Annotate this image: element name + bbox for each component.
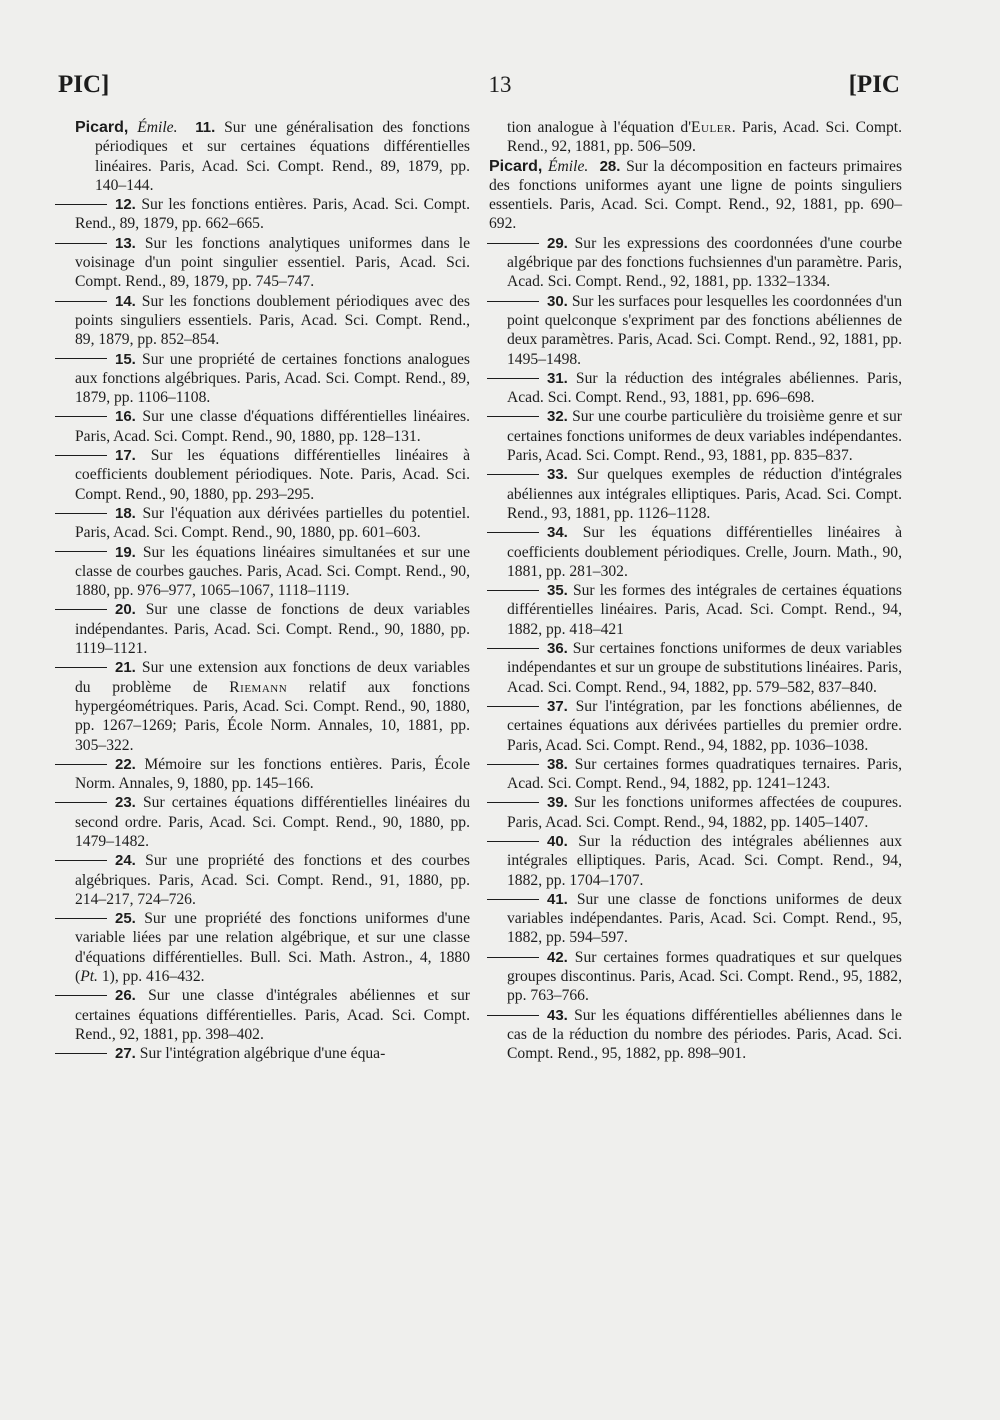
- entry-number: 29.: [547, 234, 568, 252]
- entry-text: tion analogue à l'équation d': [507, 119, 692, 136]
- bibliography-entry: [507, 523, 902, 581]
- ditto-rule: [55, 860, 107, 861]
- entry-number: 17.: [115, 447, 136, 465]
- ditto-rule: [487, 706, 539, 707]
- bibliography-entry: [507, 292, 902, 369]
- entry-number: 23.: [115, 794, 136, 812]
- bibliography-entry: [75, 234, 470, 292]
- bibliography-entry: [507, 369, 902, 408]
- entry-text: Sur une classe d'intégrales abéliennes et sur certaines équations différentielles. Paris, Acad. Sci. Compt. Rend., 92, 1881, pp. 398–402.: [75, 987, 470, 1043]
- bibliography-entry: [507, 948, 902, 1006]
- entry-text: Sur les fonctions doublement périodiques avec des points singuliers essentiels. Paris, Acad. Sci. Compt. Rend., 89, 1879, pp. 852–854.: [75, 292, 470, 349]
- entry-number: 38.: [547, 755, 568, 773]
- ditto-rule: [487, 1015, 539, 1016]
- ditto-rule: [487, 590, 539, 591]
- ditto-rule: [487, 841, 539, 842]
- author-surname: Picard,: [489, 157, 543, 175]
- ditto-rule: [487, 899, 539, 900]
- ditto-rule: [55, 416, 107, 417]
- entry-text: Sur une classe de fonctions de deux variables indépendantes. Paris, Acad. Sci. Compt. Rend., 90, 1880, pp. 1119–1121.: [75, 601, 470, 658]
- ditto-rule: [487, 416, 539, 417]
- ditto-rule: [55, 551, 107, 552]
- entry-text: Sur une propriété des fonctions uniformes d'une variable liées par une relation algébrique, et sur une classe d'équations différentielles. Bull. Sci. Math. Astron., 4, 1880 (: [75, 910, 470, 986]
- entry-number: 32.: [547, 408, 568, 426]
- entry-number: 26.: [115, 987, 136, 1005]
- left-column: [75, 118, 470, 1064]
- ditto-rule: [487, 474, 539, 475]
- entry-number: 33.: [547, 466, 568, 484]
- bibliography-entry: [75, 986, 470, 1044]
- bibliography-entry: [75, 446, 470, 504]
- person-name: Riemann: [229, 678, 288, 696]
- entry-number: 24.: [115, 852, 136, 870]
- entry-number: 37.: [547, 697, 568, 715]
- entry-text: Sur l'intégration, par les fonctions abéliennes, de certaines équations aux dérivées partielles du premier ordre. Paris, Acad. Sci. Compt. Rend., 94, 1882, pp. 1036–1038.: [507, 697, 902, 754]
- entry-text: Sur les équations linéaires simultanées et sur une classe de courbes gauches. Paris, Acad. Sci. Compt. Rend., 90, 1880, pp. 976–977, 1065–1067, 1118–1119.: [75, 543, 470, 600]
- running-head-left: PIC]: [58, 71, 110, 98]
- ditto-rule: [55, 301, 107, 302]
- bibliography-entry: [507, 793, 902, 832]
- entry-text: Sur l'équation aux dérivées partielles du potentiel. Paris, Acad. Sci. Compt. Rend., 90, 1880, pp. 601–603.: [75, 504, 470, 542]
- ditto-rule: [487, 243, 539, 244]
- entry-text: Sur les formes des intégrales de certaines équations différentielles linéaires. Paris, Acad. Sci. Compt. Rend., 94, 1882, pp. 418–421: [507, 582, 902, 638]
- entry-number: 21.: [115, 659, 136, 677]
- bibliography-entry: [75, 504, 470, 543]
- entry-text: Sur les équations différentielles abéliennes dans le cas de la réduction du nombre des périodes. Paris, Acad. Sci. Compt. Rend., 95, 1882, pp. 898–901.: [507, 1006, 903, 1063]
- bibliography-entry: [75, 909, 470, 986]
- entry-text: Sur une généralisation des fonctions périodiques et sur certaines équations différentielles linéaires. Paris, Acad. Sci. Compt. Rend., 89, 1879, pp. 140–144.: [95, 119, 470, 194]
- ditto-rule: [55, 204, 107, 205]
- entry-number: 13.: [115, 234, 136, 252]
- author-surname: Picard,: [75, 119, 129, 136]
- bibliography-entry: [75, 350, 470, 408]
- entry-number: 28.: [599, 157, 621, 175]
- entry-number: 43.: [547, 1006, 568, 1024]
- entry-text: Sur certaines fonctions uniformes de deux variables indépendantes et sur un groupe de substitutions linéaires. Paris, Acad. Sci. Compt. Rend., 94, 1882, pp. 579–582, 837–840.: [507, 640, 902, 696]
- ditto-rule: [55, 802, 107, 803]
- bibliography-entry: [489, 157, 902, 234]
- entry-text: Sur une classe de fonctions uniformes de deux variables indépendantes. Paris, Acad. Sci. Compt. Rend., 95, 1882, pp. 594–597.: [507, 890, 902, 947]
- entry-number: 34.: [547, 524, 568, 542]
- ditto-rule: [55, 358, 107, 359]
- entry-text: 1), pp. 416–432.: [97, 968, 205, 986]
- entry-text: Sur l'intégration algébrique d'une équa-: [139, 1045, 386, 1063]
- entry-number: 31.: [547, 369, 568, 387]
- entry-number: 39.: [547, 794, 568, 812]
- entry-text: Sur certaines équations différentielles linéaires du second ordre. Paris, Acad. Sci. Compt. Rend., 90, 1880, pp. 1479–1482.: [75, 794, 471, 850]
- entry-number: 35.: [547, 582, 568, 600]
- bibliography-entry-continued: [507, 118, 902, 157]
- running-head-right: [PIC: [848, 71, 900, 98]
- bibliography-entry: [75, 292, 470, 350]
- ditto-rule: [55, 513, 107, 514]
- ditto-rule: [55, 667, 107, 668]
- ditto-rule: [487, 957, 539, 958]
- entry-number: 22.: [115, 755, 136, 773]
- bibliography-entry: [507, 832, 902, 890]
- ditto-rule: [487, 532, 539, 533]
- author-firstname: Émile.: [548, 157, 589, 175]
- entry-text: Sur quelques exemples de réduction d'intégrales abéliennes aux intégrales elliptiques. Paris, Acad. Sci. Compt. Rend., 93, 1881, pp. 1126–1128.: [507, 466, 902, 522]
- entry-number: 30.: [547, 292, 568, 310]
- entry-number: 18.: [115, 504, 136, 522]
- ditto-rule: [55, 995, 107, 996]
- ditto-rule: [55, 918, 107, 919]
- ditto-rule: [487, 378, 539, 379]
- entry-text: Sur une courbe particulière du troisième genre et sur certaines fonctions uniformes de deux variables indépendantes. Paris, Acad. Sci. Compt. Rend., 93, 1881, pp. 835–837.: [507, 408, 902, 465]
- bibliography-entry: [75, 195, 470, 234]
- ditto-rule: [55, 1053, 107, 1054]
- bibliography-entry: [507, 1006, 902, 1064]
- bibliography-entry: [75, 1044, 470, 1063]
- entry-text: Sur les équations différentielles linéaires à coefficients doublement périodiques. Note. Paris, Acad. Sci. Compt. Rend., 90, 1880, pp. 293–295.: [75, 447, 470, 503]
- entry-text-italic: Pt.: [80, 968, 98, 986]
- entry-text: . Paris, Acad. Sci. Compt. Rend., 92, 1881, pp. 506–509.: [507, 119, 902, 156]
- entry-number: 27.: [115, 1045, 136, 1063]
- bibliography-entry: [507, 639, 902, 697]
- ditto-rule: [55, 764, 107, 765]
- entry-text: Sur les fonctions analytiques uniformes dans le voisinage d'un point singulier essentiel. Paris, Acad. Sci. Compt. Rend., 89, 1879, pp. 745–747.: [75, 234, 470, 291]
- entry-text: Sur les surfaces pour lesquelles les coordonnées d'un point quelconque s'expriment par des fonctions abéliennes de deux paramètres. Paris, Acad. Sci. Compt. Rend., 92, 1881, pp. 1495–1498.: [507, 292, 902, 368]
- entry-text: Mémoire sur les fonctions entières. Paris, École Norm. Annales, 9, 1880, pp. 145–166.: [75, 755, 470, 793]
- entry-text: Sur certaines formes quadratiques ternaires. Paris, Acad. Sci. Compt. Rend., 94, 1882, pp. 1241–1243.: [507, 755, 902, 793]
- ditto-rule: [487, 802, 539, 803]
- ditto-rule: [55, 243, 107, 244]
- bibliography-entry: [75, 600, 470, 658]
- entry-number: 11.: [195, 119, 216, 136]
- entry-text: Sur une classe d'équations différentielles linéaires. Paris, Acad. Sci. Compt. Rend., 90, 1880, pp. 128–131.: [75, 408, 470, 445]
- ditto-rule: [487, 764, 539, 765]
- bibliography-entry: [75, 851, 470, 909]
- entry-number: 15.: [115, 350, 136, 368]
- bibliography-entry: [507, 234, 902, 292]
- entry-text: Sur la décomposition en facteurs primaires des fonctions uniformes ayant une ligne de points singuliers essentiels. Paris, Acad. Sci. Compt. Rend., 92, 1881, pp. 690–692.: [489, 157, 903, 233]
- bibliography-entry: [75, 407, 470, 446]
- entry-text: Sur une propriété des fonctions et des courbes algébriques. Paris, Acad. Sci. Compt. Rend., 91, 1880, pp. 214–217, 724–726.: [75, 852, 470, 908]
- bibliography-entry: [507, 407, 902, 465]
- entry-number: 42.: [547, 948, 568, 966]
- bibliography-entry: [507, 755, 902, 794]
- entry-number: 19.: [115, 543, 136, 561]
- entry-text: Sur la réduction des intégrales abéliennes. Paris, Acad. Sci. Compt. Rend., 93, 1881, pp. 696–698.: [507, 369, 903, 407]
- entry-text: Sur une propriété de certaines fonctions analogues aux fonctions algébriques. Paris, Acad. Sci. Compt. Rend., 89, 1879, pp. 1106–1108.: [75, 350, 470, 407]
- entry-text: Sur les expressions des coordonnées d'une courbe algébrique par des fonctions fuchsiennes d'un paramètre. Paris, Acad. Sci. Compt. Rend., 92, 1881, pp. 1332–1334.: [507, 234, 902, 291]
- author-firstname: Émile.: [137, 119, 178, 136]
- ditto-rule: [55, 609, 107, 610]
- bibliography-entry: [507, 697, 902, 755]
- ditto-rule: [55, 455, 107, 456]
- entry-number: 16.: [115, 408, 136, 426]
- right-column: [489, 118, 903, 1064]
- entry-text: Sur les fonctions uniformes affectées de coupures. Paris, Acad. Sci. Compt. Rend., 94, 1882, pp. 1405–1407.: [507, 794, 902, 831]
- person-name: Euler: [691, 119, 732, 136]
- entry-number: 14.: [115, 292, 136, 310]
- bibliography-entry: [507, 890, 902, 948]
- bibliography-entry: [507, 465, 902, 523]
- entry-text: Sur les équations différentielles linéaires à coefficients doublement périodiques. Crelle, Journ. Math., 90, 1881, pp. 281–302.: [507, 524, 902, 580]
- bibliography-entry: [75, 543, 470, 601]
- bibliography-entry: [75, 793, 470, 851]
- entry-number: 20.: [115, 601, 136, 619]
- entry-number: 12.: [115, 196, 136, 214]
- ditto-rule: [487, 301, 539, 302]
- bibliography-entry: [507, 581, 902, 639]
- bibliography-entry: [75, 658, 470, 754]
- ditto-rule: [487, 648, 539, 649]
- entry-number: 25.: [115, 910, 136, 928]
- entry-number: 40.: [547, 832, 568, 850]
- entry-number: 41.: [547, 890, 568, 908]
- entry-number: 36.: [547, 640, 568, 658]
- bibliography-entry: [75, 755, 470, 794]
- entry-text: Sur certaines formes quadratiques et sur quelques groupes discontinus. Paris, Acad. Sci. Compt. Rend., 95, 1882, pp. 763–766.: [507, 948, 902, 1005]
- bibliography-entry: [75, 118, 470, 195]
- page-number: 13: [488, 72, 512, 97]
- entry-text: Sur une extension aux fonctions de deux variables du problème de: [75, 659, 470, 696]
- entry-text: Sur la réduction des intégrales abéliennes aux intégrales elliptiques. Paris, Acad. Sci. Compt. Rend., 94, 1882, pp. 1704–1707.: [507, 832, 902, 889]
- entry-text: Sur les fonctions entières. Paris, Acad. Sci. Compt. Rend., 89, 1879, pp. 662–665.: [75, 196, 470, 233]
- entry-text: relatif aux fonctions hypergéométriques. Paris, Acad. Sci. Compt. Rend., 90, 1880, pp. 1267–1269; Paris, École Norm. Annales, 10, 1881, pp. 305–322.: [75, 678, 470, 754]
